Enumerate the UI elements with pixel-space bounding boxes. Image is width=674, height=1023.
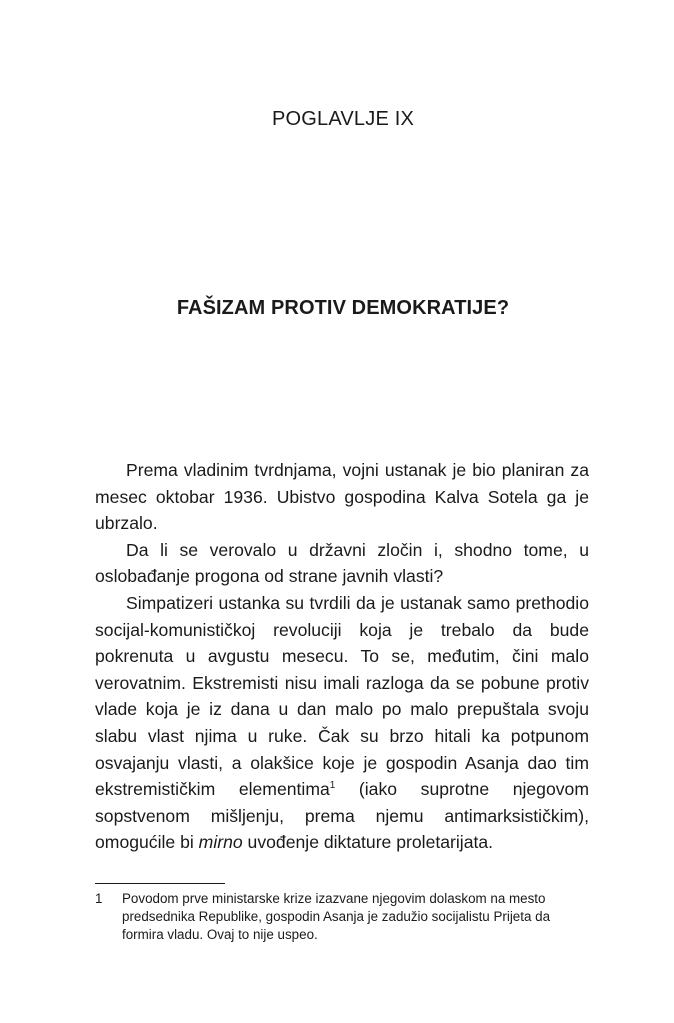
paragraph-1: Prema vladinim tvrdnjama, vojni ustanak je bio planiran za mesec oktobar 1936. Ubistvo gospodina Kalva Sotela ga je ubrzalo. [95,460,589,534]
footnote [95,890,589,944]
chapter-number: POGLAVLJE IX [271,108,415,130]
body-text [95,457,589,856]
chapter-title: FAŠIZAM PROTIV DEMOKRATIJE? [176,297,510,319]
paragraph-3-text-a: Simpatizeri ustanka su tvrdili da je ustanak samo prethodio socijal-komunističkoj revoluciji koja je trebalo da bude pokrenuta u avgustu mesecu. To se, međutim, čini malo verovatnim. Ekstremisti nisu imali razloga da se pobune protiv vlade koja je iz dana u dan malo po malo prepuštala svoju slabu vlast njima u ruke. Čak su brzo hitali ka potpunom osvajanju vlasti, a olakšice koje je gospodin Asanja dao tim ekstremističkim elementima [95,592,589,800]
footnote-reference: 1 [329,780,336,792]
footnote-separator [95,883,225,884]
footnote-text: Povodom prve ministarske krize izazvane njegovim dolaskom na mesto predsednika Republike, gospodin Asanja je zadužio socijalistu Prijeta da formira vladu. Ovaj to nije uspeo. [122,891,551,942]
paragraph-3-text-b: (iako suprotne njegovom sopstvenom mišljenju, prema njemu antimarksističkim), omogućile bi [95,779,589,853]
paragraph-3 [95,590,589,856]
paragraph-3-text-c: uvođenje diktature proletarijata. [242,832,494,853]
footnote-number: 1 [95,891,103,906]
paragraph-2: Da li se verovalo u državni zločin i, shodno tome, u oslobađanje progona od strane javnih vlasti? [95,539,589,587]
emphasized-word: mirno [198,832,243,853]
